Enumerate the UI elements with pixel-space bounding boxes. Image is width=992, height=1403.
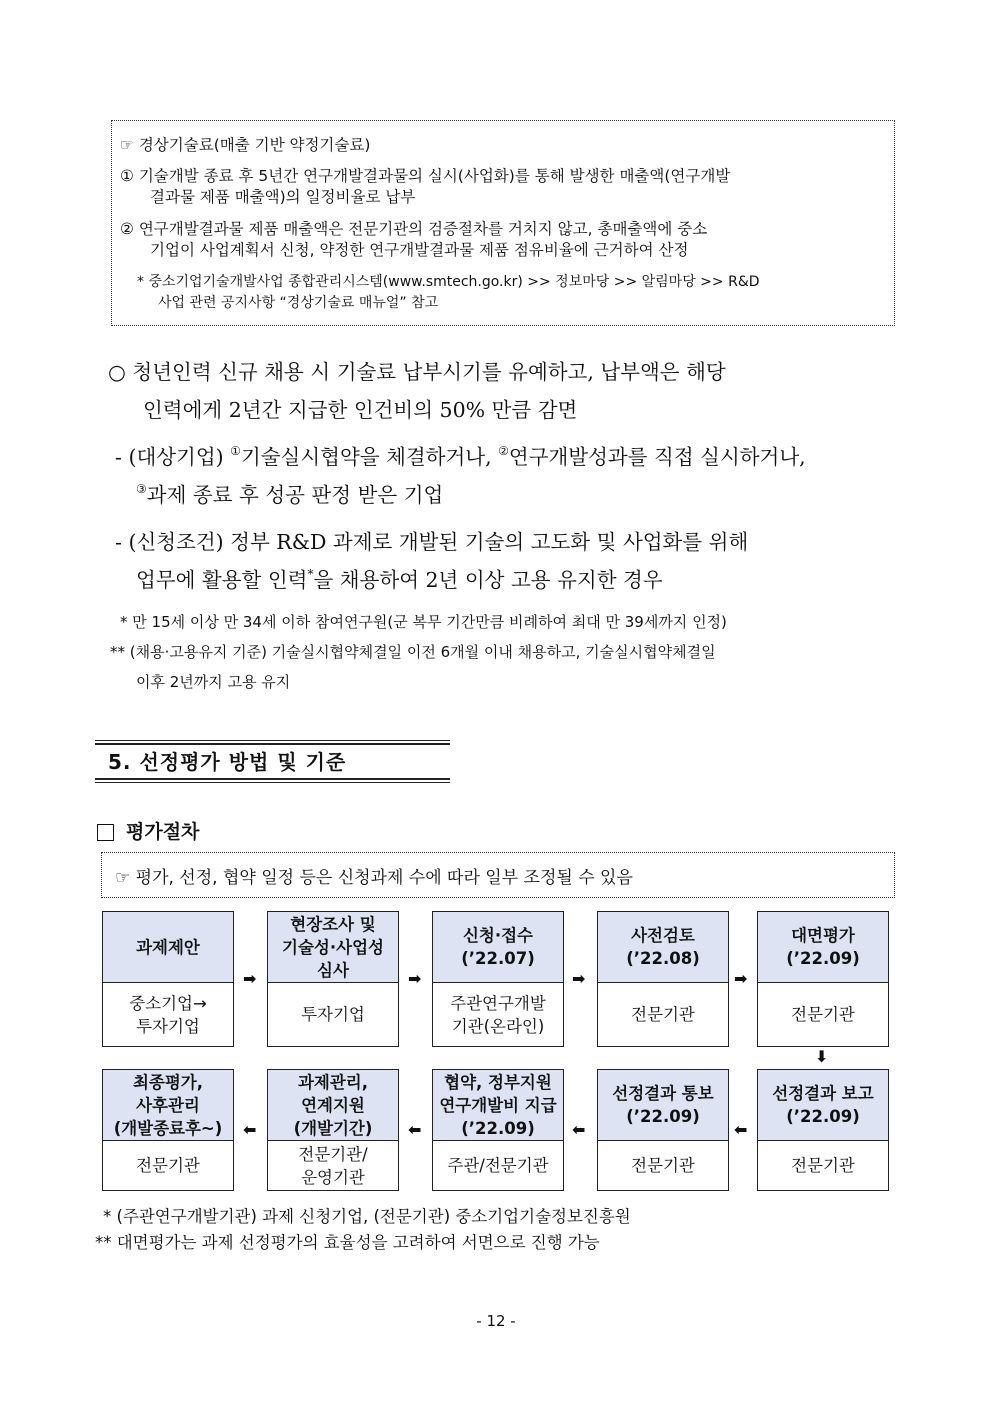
down-arrow-icon: ⬇	[815, 1047, 829, 1066]
flow-step-owner-text: 전문기관/ 운영기관	[298, 1144, 368, 1187]
footnote-age: * 만 15세 이상 만 34세 이하 참여연구원(군 복무 기간만큼 비례하여 최대 만 39세까지 인정)	[120, 613, 727, 631]
target-label: - (대상기업)	[115, 445, 231, 469]
flow-step-owner	[598, 1141, 728, 1190]
flow-step-box	[102, 911, 234, 1047]
paragraph-application-conditions-line-2	[136, 563, 663, 593]
flow-step-title	[598, 912, 728, 983]
flow-step-box	[597, 911, 729, 1047]
flow-step-owner-text: 전문기관	[136, 1156, 200, 1175]
paragraph-application-conditions-line-1: - (신청조건) 정부 R&D 과제로 개발된 기술의 고도화 및 사업화를 위해	[115, 530, 749, 554]
flow-step-owner-text: 전문기관	[631, 1005, 695, 1024]
flow-step-title-text: 최종평가, 사후관리 (개발종료후~)	[113, 1072, 223, 1138]
paragraph-target-companies-line-1	[115, 440, 806, 470]
flow-step-title	[268, 1070, 398, 1141]
page-number: - 12 -	[476, 1312, 516, 1330]
flow-step-box	[757, 1069, 889, 1191]
note-item-1-line-1: ① 기술개발 종료 후 5년간 연구개발결과물의 실시(사업화)를 통해 발생한 매출액(연구개발	[120, 167, 731, 185]
section-title: 5. 선정평가 방법 및 기준	[108, 750, 347, 774]
flow-step-title	[758, 1070, 888, 1141]
flow-step-owner-text: 전문기관	[791, 1005, 855, 1024]
flow-step-title-text: 과제제안	[136, 937, 200, 957]
paragraph-youth-hiring-line-2: 인력에게 2년간 지급한 인건비의 50% 만큼 감면	[143, 398, 578, 422]
flow-footnote-1: * (주관연구개발기관) 과제 신청기업, (전문기관) 중소기업기술정보진흥원	[103, 1207, 631, 1226]
circled-1: ①	[230, 444, 241, 458]
note-reference-line-1: * 중소기업기술개발사업 종합관리시스템(www.smtech.go.kr) >> 정보마당 >> 알림마당 >> R&D	[137, 274, 760, 290]
condition-part-b: 을 채용하여 2년 이상 고용 유지한 경우	[313, 568, 663, 592]
flow-step-box	[757, 911, 889, 1047]
circled-2: ②	[498, 444, 509, 458]
flow-step-box	[597, 1069, 729, 1191]
flow-step-owner	[758, 1141, 888, 1190]
circled-3: ③	[136, 482, 147, 496]
flow-step-title	[103, 912, 233, 983]
flow-step-owner	[758, 983, 888, 1046]
flow-step-title-text: 과제관리, 연계지원 (개발기간)	[293, 1072, 373, 1138]
right-arrow-icon: ➡	[408, 969, 422, 988]
flow-step-title	[433, 912, 563, 983]
flow-step-owner	[433, 983, 563, 1046]
flow-step-owner-text: 중소기업→ 투자기업	[129, 993, 207, 1036]
target-condition-c: 과제 종료 후 성공 판정 받은 기업	[146, 483, 444, 507]
flow-step-owner-text: 전문기관	[791, 1156, 855, 1175]
paragraph-target-companies-line-2	[136, 478, 443, 508]
schedule-note: ☞ 평가, 선정, 협약 일정 등은 신청과제 수에 따라 일부 조정될 수 있음	[115, 868, 633, 888]
flow-step-title-text: 선정결과 통보 (’22.09)	[612, 1084, 714, 1126]
flow-step-owner-text: 투자기업	[301, 1005, 365, 1024]
section-rule-bottom-thick	[95, 778, 450, 780]
section-rule-top	[95, 740, 450, 741]
flow-step-owner-text: 전문기관	[631, 1156, 695, 1175]
note-item-1-line-2: 결과물 제품 매출액)의 일정비율로 납부	[150, 188, 416, 206]
flow-step-box	[102, 1069, 234, 1191]
note-title: ☞ 경상기술료(매출 기반 약정기술료)	[120, 136, 371, 154]
footnote-hiring-line-1: ** (채용·고용유지 기준) 기술실시협약체결일 이전 6개월 이내 채용하고, 기술실시협약체결일	[110, 643, 716, 661]
right-arrow-icon: ➡	[734, 969, 748, 988]
flow-step-title-text: 현장조사 및 기술성·사업성 심사	[282, 914, 384, 980]
left-arrow-icon: ⬅	[572, 1120, 586, 1139]
flow-step-owner	[268, 983, 398, 1046]
flow-step-title	[433, 1070, 563, 1141]
footnote-star: *	[307, 567, 314, 581]
left-arrow-icon: ⬅	[243, 1120, 257, 1139]
flow-step-title	[268, 912, 398, 983]
target-condition-a: 기술실시협약을 체결하거나,	[240, 445, 499, 469]
section-rule-top-thick	[95, 743, 450, 745]
flow-step-title	[758, 912, 888, 983]
footnote-hiring-line-2: 이후 2년까지 고용 유지	[136, 673, 291, 691]
flow-step-owner	[433, 1141, 563, 1190]
flow-step-title-text: 신청·접수 (’22.07)	[461, 926, 535, 968]
note-reference-line-2: 사업 관련 공지사항 “경상기술료 매뉴얼” 참고	[158, 295, 439, 311]
condition-part-a: 업무에 활용할 인력	[136, 568, 308, 592]
flow-step-owner-text: 주관연구개발 기관(온라인)	[450, 993, 546, 1036]
left-arrow-icon: ⬅	[408, 1120, 422, 1139]
flow-step-title	[103, 1070, 233, 1141]
flow-step-title-text: 사전검토 (’22.08)	[626, 926, 700, 968]
flow-step-title-text: 협약, 정부지원 연구개발비 지급 (’22.09)	[439, 1072, 557, 1138]
target-condition-b: 연구개발성과를 직접 실시하거나,	[508, 445, 806, 469]
flow-step-title-text: 대면평가 (’22.09)	[786, 926, 860, 968]
checkbox-square-icon	[97, 824, 114, 841]
flow-step-owner	[103, 983, 233, 1046]
right-arrow-icon: ➡	[572, 969, 586, 988]
paragraph-youth-hiring-line-1: ○ 청년인력 신규 채용 시 기술료 납부시기를 유예하고, 납부액은 해당	[108, 360, 726, 384]
note-item-2-line-1: ② 연구개발결과물 제품 매출액은 전문기관의 검증절차를 거치지 않고, 총매출액에 중소	[120, 220, 708, 238]
flow-step-box	[432, 911, 564, 1047]
flow-step-title	[598, 1070, 728, 1141]
flow-footnote-2: ** 대면평가는 과제 선정평가의 효율성을 고려하여 서면으로 진행 가능	[95, 1233, 600, 1252]
flow-step-owner-text: 주관/전문기관	[447, 1156, 549, 1175]
flow-step-box	[432, 1069, 564, 1191]
flow-step-box	[267, 1069, 399, 1191]
flow-step-owner	[268, 1141, 398, 1190]
right-arrow-icon: ➡	[243, 969, 257, 988]
flow-step-box	[267, 911, 399, 1047]
left-arrow-icon: ⬅	[734, 1120, 748, 1139]
flow-step-owner	[598, 983, 728, 1046]
subsection-title: 평가절차	[126, 821, 200, 843]
section-rule-bottom	[95, 782, 450, 783]
flow-step-title-text: 선정결과 보고 (’22.09)	[772, 1084, 874, 1126]
note-item-2-line-2: 기업이 사업계획서 신청, 약정한 연구개발결과물 제품 점유비율에 근거하여 산정	[150, 241, 689, 259]
flow-step-owner	[103, 1141, 233, 1190]
